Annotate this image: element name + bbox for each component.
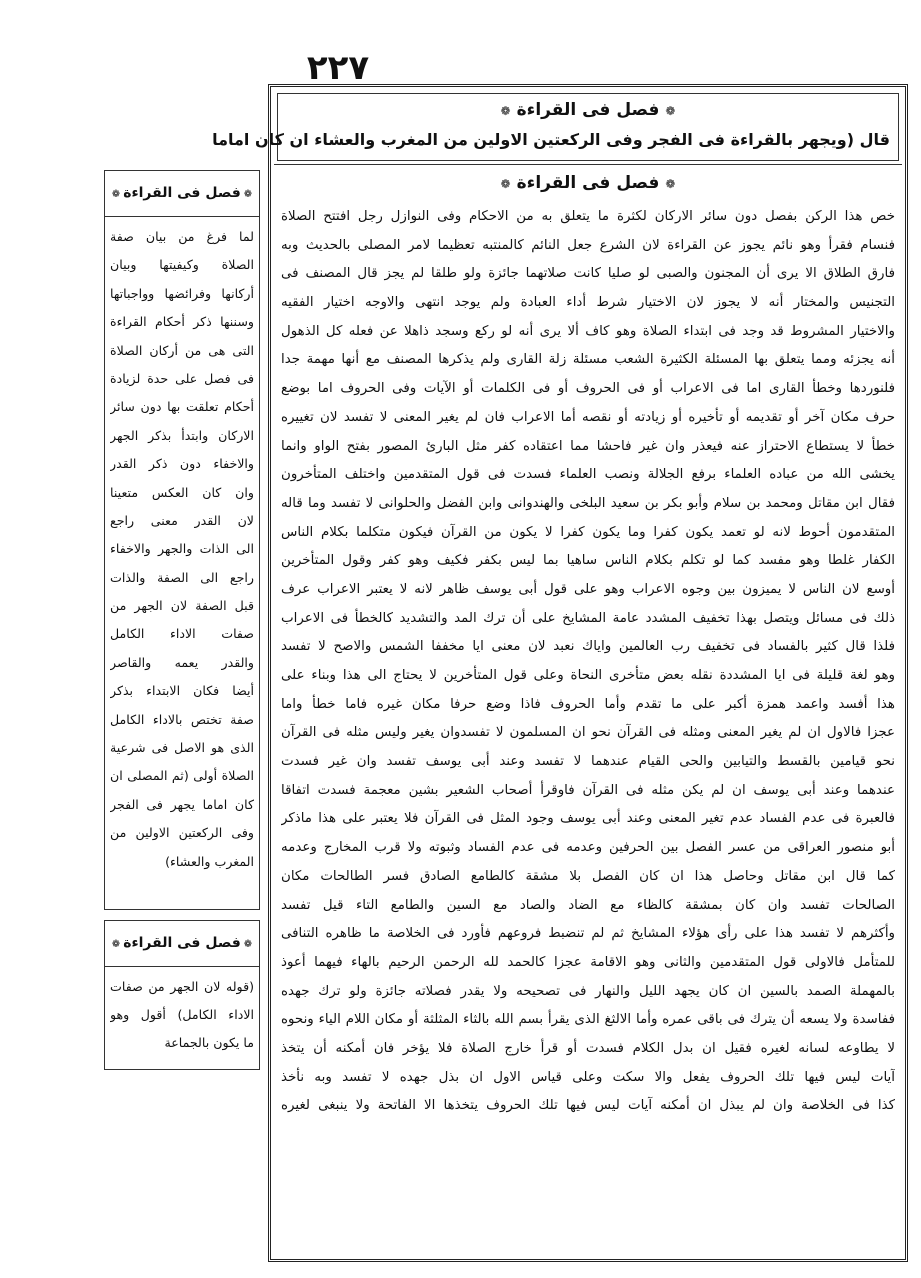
commentary-section-title: ❁فصل فى القراءة❁ [500,173,676,193]
margin-line: فى فصل على حدة لزيادة [110,370,254,386]
ornament-icon: ❁ [111,189,121,200]
ornament-icon: ❁ [500,177,511,191]
commentary-line: عجزا فالاول ان لم يغير المعنى ومثله فى القرآن نحو ان المسلمون لا تفسدوان يغير وليس مثله فى القرآن [281,725,895,741]
commentary-line: وأكثرهم لا تفسد هذا على رأى هؤلاء المشايخ ثم لم تنضبط فروعهم فأورد فى الخلاصة ما ظاهره التنافى [281,926,895,942]
margin-line: الذى هو الاصل فى شرعية [110,740,254,756]
commentary-line: الكفار غلطا وهو مفسد كما لو تكلم بكلام الناس ساهيا بما ليس بكفر فكيف وهو كفر وقول المتأخرين [281,553,895,569]
margin-line: راجع الى الصفة والذات [110,569,254,585]
margin-line: (قوله لان الجهر من صفات [110,979,254,994]
commentary-line: هذا أفسد واعمد همزة أكبر على ما تقدم وأما الحروف فاذا وضع حرفا مكان غيره فاما خطأ واما [281,696,895,712]
margin-line: المغرب والعشاء) [165,853,254,869]
commentary-line: وهو لغة قليلة فى ايا المشددة نقله بعض متأخرى النحاة وعلى قول المتأخرين لا يحتاج الى هذا وبناء على [281,668,895,683]
commentary-line: يخشى الله من عباده العلماء برفع الجلالة ونصب العلماء فسدت فى قول المتقدمين واختلف المتأخرون [281,467,895,483]
commentary-line: لا يطاوعه لسانه لغيره فقيل ان بدل الكلام فسدت أو قرأ خارج الصلاة فلا يؤخر فان أمكنه أن يتخذ [281,1040,895,1056]
margin-line: الاركان وابتدأ بذكر الجهر [110,427,254,443]
commentary-line: فارق الطلاق الا يرى أن المجنون والصبى لو صليا كانت صلاتهما جائزة ولو طلقا لم يجز قال المصنف فى [281,266,895,282]
margin-line: الى الذات والجهر والاخفاء [110,541,254,557]
commentary-line: خص هذا الركن بفصل دون سائر الاركان لكثرة ما يتعلق به من الاحكام وفى النوازل رجل افتتح الصلاة [281,209,895,224]
commentary-line: بالمهملة الصمد بالسين ان كان يجهد الليل والنهار فى تصحيحه ولا يقدر فصلاته جائزة ولو ترك جهده [281,983,895,999]
margin-note-title: ❁فصل فى القراءة❁ [105,171,259,217]
ornament-icon: ❁ [243,189,253,200]
commentary-line: ففاسدة ولا يسعه أن يترك فى باقى عمره وأما الالثغ الذى يقرأ بسم الله بالثاء المثلثة أو مكان اللام الياء ونحوه [281,1012,895,1028]
commentary-line: فلذا قال كثير بالفساد فى تخفيف رب العالمين واياك نعبد لان معنى ايا مخففا الشمس والاصح لا تفسد [281,639,895,655]
margin-note-title: ❁فصل فى القراءة❁ [105,921,259,967]
ornament-icon: ❁ [665,177,676,191]
margin-line: أركانها وفرائضها وواجباتها [110,285,254,301]
margin-line: قبل الصفة لان الجهر من [110,598,254,614]
commentary-line: كما قال ابن مقاتل وحاصل هذا ان كان الفصل بلا مشقة كالطامع الصادق فسر الطالحات مكان [281,868,895,884]
margin-line: والقدر يعمه والقاصر [110,654,254,670]
margin-line: لان القدر معنى راجع [110,512,254,528]
margin-line: أحكام تعلقت بها دون سائر [110,399,254,415]
ornament-icon: ❁ [111,939,121,950]
commentary-line: للمتأمل فالاولى قول المتقدمين والثانى وهو الاقامة عجزا كالحمد لله الرحمن الرحيم بالهاء فيهما أعوذ [281,954,895,970]
margin-note-frame [104,170,260,910]
commentary-line: الصالحات تفسد وان كان بمشقة كالظاء مع الضاد والصاد مع السين والطامع التاء قيل تفسد [281,897,895,913]
margin-line: أيضا فكان الابتداء بذكر [110,683,254,699]
commentary-line: فقال ابن مقاتل ومحمد بن سلام وأبو بكر بن سعيد البلخى والهندوانى وابن الفضل والحلوانى لا تفسد وما قاله [281,495,895,511]
commentary-line: عندهما وعند أبى يوسف ان لم يكن مثله فى القرآن فاوقرأ أصحاب الشعير بشين معجمة فسدت اتفاقا [281,782,895,798]
ornament-icon: ❁ [243,939,253,950]
ornament-icon: ❁ [665,104,676,118]
margin-line: كان اماما يجهر فى الفجر [110,796,254,812]
margin-note-body [105,217,259,876]
commentary-line: كذا فى الخلاصة وان لم يبذل ان أمكنه آيات ليس فيها تلك الحروف يتخذها الا الفاتحة ولا ينبغى لغيره [281,1098,895,1114]
margin-line: ما يكون بالجماعة [164,1035,254,1050]
commentary-line: أنه يجزئه ومما يتعلق بها المسئلة الكثيرة الشعب مسئلة زلة القارى ولم يذكرها المصنف مع أنها مهمة جدا [281,352,895,368]
margin-line: صفة تختص بالاداء الكامل [110,711,254,727]
margin-note-frame-2 [104,920,260,1070]
margin-line: وان كان العكس متعينا [110,484,254,500]
commentary-line: أبو منصور العراقى من عسر الفصل بين الحرفين وعدمه فى عدم الفساد وثبوته ولا قرب المخارج وعدمه [281,840,895,856]
margin-line: لما فرغ من بيان صفة [110,229,254,244]
ornament-icon: ❁ [500,104,511,118]
commentary-line: فنسام فقرأ وهو نائم يجوز عن القراءة لان الشرع جعل النائم كالمنتبه تعظيما لامر المصلى بالحديث وبه [281,237,895,253]
commentary-line: التجنيس والمختار أنه لا يجوز لان الاختيار شرط أداء العبادة ولم يوجد انتهى والاوجه اختيار الفقيه [281,295,895,311]
margin-note-body [105,967,259,1057]
commentary-line: المتقدمون أحوط لانه لو تعمد يكون كفرا وما يكون كفرا لا يكون من القرآن فيكون متكلما بكلام الناس [281,524,895,540]
margin-line: وسننها ذكر أحكام القراءة [110,314,254,330]
matn-section-title: ❁فصل فى القراءة❁ [500,100,676,120]
commentary-line: والاختيار المشروط قد وجد فى ابتداء الصلاة وهو كاف ألا يرى أنه لو ركع وسجد ذاهلا عن فعله كل الذهول [281,323,895,339]
commentary-line: خطأ لا يستطاع الاحتراز عنه فيعذر وان غير فاحشا مما اعتقاده كفر مثل البارئ المصور بفتح الواو وانما [281,438,895,454]
commentary-line: فالعبرة فى عدم الفساد عدم تغير المعنى وعند أبى يوسف وجود المثل فى القرآن فلا يعتبر على هذا ماذكر [281,811,895,827]
commentary-body [281,203,895,1249]
commentary-line: نحو قيامين بالقسط والتيابين والحى القيام عندهما لا تفسد وعند أبى يوسف تفسد وان غير فسدت [281,754,895,770]
margin-line: التى هى من أركان الصلاة [110,342,254,358]
main-text-frame [212,84,908,1262]
page-number: ۲۲۷ [306,48,370,88]
commentary-line: ذلك فى مسائل ويتصل بهذا تخفيف المشدد عامة المشايخ على أن ترك المد والتشديد كالخطأ فى الاعراب [281,610,895,626]
commentary-line: فلنوردها وخطأ القارى اما فى الاعراب أو فى الحروف أو فى الكلمات أو الآيات وفى الحروف اما بوضع [281,381,895,397]
matn-line: قال (ويجهر بالقراءة فى الفجر وفى الركعتين الاولين من المغرب والعشاء ان كان اماما [212,130,890,149]
margin-line: الاداء الكامل) أقول وهو [110,1007,254,1022]
margin-line: والاخفاء دون ذكر القدر [110,456,254,472]
commentary-line: آيات ليس فيها تلك الحروف يفعل والا سكت وعلى قياس الاول ان بذل جهده لا تفسد وبه نأخذ [281,1069,895,1085]
matn-header-box [212,93,899,161]
margin-line: الصلاة وكيفيتها وبيان [110,257,254,273]
commentary-line: حرف مكان آخر أو تقديمه أو تأخيره أو زيادته أو نقصه أما الاعراب فان لم يغير المعنى لا تفسد لان تغييره [281,409,895,425]
margin-line: الصلاة أولى (ثم المصلى ان [110,768,254,784]
commentary-line: أوسع لان الناس لا يميزون بين وجوه الاعراب وهو على قول أبى يوسف ظاهر لانه لا يعتبر الاعراب عرف [281,581,895,597]
margin-line: وفى الركعتين الاولين من [110,825,254,841]
margin-line: صفات الاداء الكامل [110,626,254,642]
section-divider [274,164,902,165]
